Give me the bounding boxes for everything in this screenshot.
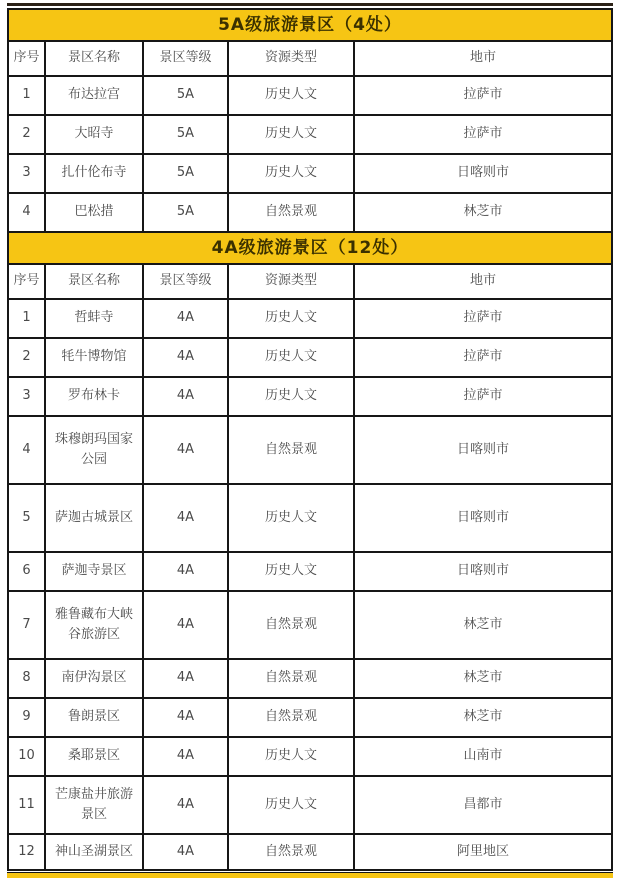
table-row (8, 834, 612, 870)
cell-type: 历史人文 (228, 338, 354, 377)
column-header-row-4a (8, 264, 612, 299)
cell-index: 5 (8, 484, 45, 552)
cell-grade: 4A (143, 776, 228, 834)
cell-city: 拉萨市 (354, 76, 612, 115)
cell-grade: 4A (143, 698, 228, 737)
column-header-grade: 景区等级 (143, 41, 228, 76)
cell-name: 桑耶景区 (45, 737, 143, 776)
column-header-index: 序号 (8, 41, 45, 76)
page (0, 3, 620, 859)
cell-index: 3 (8, 377, 45, 416)
table-row (8, 377, 612, 416)
cell-type: 自然景观 (228, 193, 354, 232)
cell-index: 10 (8, 737, 45, 776)
cell-grade: 4A (143, 484, 228, 552)
column-header-type: 资源类型 (228, 264, 354, 299)
cell-type: 自然景观 (228, 591, 354, 659)
cell-grade: 5A (143, 76, 228, 115)
table-row (8, 299, 612, 338)
cell-city: 拉萨市 (354, 299, 612, 338)
column-header-type: 资源类型 (228, 41, 354, 76)
table-row (8, 338, 612, 377)
cell-index: 8 (8, 659, 45, 698)
cell-name: 南伊沟景区 (45, 659, 143, 698)
section-title-5a: 5A级旅游景区（4处） (8, 9, 612, 41)
cell-index: 4 (8, 416, 45, 484)
cell-index: 2 (8, 115, 45, 154)
table-row (8, 776, 612, 834)
column-header-city: 地市 (354, 264, 612, 299)
table-row (8, 659, 612, 698)
cell-grade: 4A (143, 416, 228, 484)
cell-name: 神山圣湖景区 (45, 834, 143, 870)
cell-index: 6 (8, 552, 45, 591)
cell-name: 芒康盐井旅游景区 (45, 776, 143, 834)
cell-city: 昌都市 (354, 776, 612, 834)
table-row (8, 416, 612, 484)
cell-type: 历史人文 (228, 552, 354, 591)
cell-city: 拉萨市 (354, 338, 612, 377)
cell-name: 罗布林卡 (45, 377, 143, 416)
cell-city: 拉萨市 (354, 377, 612, 416)
cell-city: 林芝市 (354, 591, 612, 659)
cell-type: 自然景观 (228, 659, 354, 698)
cell-type: 历史人文 (228, 154, 354, 193)
cell-city: 日喀则市 (354, 154, 612, 193)
cell-index: 9 (8, 698, 45, 737)
cell-grade: 4A (143, 377, 228, 416)
table-row (8, 552, 612, 591)
cell-index: 3 (8, 154, 45, 193)
column-header-index: 序号 (8, 264, 45, 299)
cell-city: 林芝市 (354, 193, 612, 232)
cell-grade: 4A (143, 737, 228, 776)
cell-index: 1 (8, 299, 45, 338)
cell-grade: 4A (143, 552, 228, 591)
cell-type: 历史人文 (228, 776, 354, 834)
cell-type: 自然景观 (228, 698, 354, 737)
cell-name: 巴松措 (45, 193, 143, 232)
cell-grade: 4A (143, 591, 228, 659)
cell-type: 历史人文 (228, 76, 354, 115)
cell-type: 历史人文 (228, 377, 354, 416)
cell-type: 历史人文 (228, 115, 354, 154)
cell-city: 阿里地区 (354, 834, 612, 870)
cell-city: 日喀则市 (354, 484, 612, 552)
cell-grade: 4A (143, 338, 228, 377)
cell-city: 山南市 (354, 737, 612, 776)
cell-grade: 4A (143, 659, 228, 698)
cell-index: 7 (8, 591, 45, 659)
column-header-row-5a (8, 41, 612, 76)
section-title-4a: 4A级旅游景区（12处） (8, 232, 612, 264)
column-header-name: 景区名称 (45, 264, 143, 299)
cell-name: 布达拉宫 (45, 76, 143, 115)
cell-city: 日喀则市 (354, 552, 612, 591)
cell-type: 自然景观 (228, 416, 354, 484)
table-row (8, 737, 612, 776)
table-row (8, 484, 612, 552)
table-row (8, 193, 612, 232)
table-row (8, 76, 612, 115)
cell-type: 历史人文 (228, 299, 354, 338)
cell-city: 日喀则市 (354, 416, 612, 484)
cell-name: 扎什伦布寺 (45, 154, 143, 193)
column-header-grade: 景区等级 (143, 264, 228, 299)
table-row (8, 698, 612, 737)
attractions-table (7, 8, 613, 871)
cell-name: 牦牛博物馆 (45, 338, 143, 377)
cell-name: 珠穆朗玛国家公园 (45, 416, 143, 484)
column-header-city: 地市 (354, 41, 612, 76)
section-band-5a (8, 9, 612, 41)
cell-grade: 5A (143, 154, 228, 193)
cell-city: 林芝市 (354, 698, 612, 737)
cell-type: 历史人文 (228, 737, 354, 776)
cell-type: 历史人文 (228, 484, 354, 552)
cell-index: 11 (8, 776, 45, 834)
top-divider (7, 3, 613, 6)
cell-name: 鲁朗景区 (45, 698, 143, 737)
cell-type: 自然景观 (228, 834, 354, 870)
cell-name: 雅鲁藏布大峡谷旅游区 (45, 591, 143, 659)
table-row (8, 154, 612, 193)
cell-name: 大昭寺 (45, 115, 143, 154)
cell-name: 哲蚌寺 (45, 299, 143, 338)
cell-city: 拉萨市 (354, 115, 612, 154)
cell-grade: 4A (143, 299, 228, 338)
cell-grade: 5A (143, 193, 228, 232)
table-row (8, 591, 612, 659)
cell-index: 4 (8, 193, 45, 232)
cell-grade: 4A (143, 834, 228, 870)
cell-index: 2 (8, 338, 45, 377)
cell-name: 萨迦寺景区 (45, 552, 143, 591)
cell-index: 1 (8, 76, 45, 115)
cell-city: 林芝市 (354, 659, 612, 698)
cell-index: 12 (8, 834, 45, 870)
table-row (8, 115, 612, 154)
section-band-4a (8, 232, 612, 264)
cell-name: 萨迦古城景区 (45, 484, 143, 552)
column-header-name: 景区名称 (45, 41, 143, 76)
next-section-band-partial (7, 872, 613, 878)
cell-grade: 5A (143, 115, 228, 154)
